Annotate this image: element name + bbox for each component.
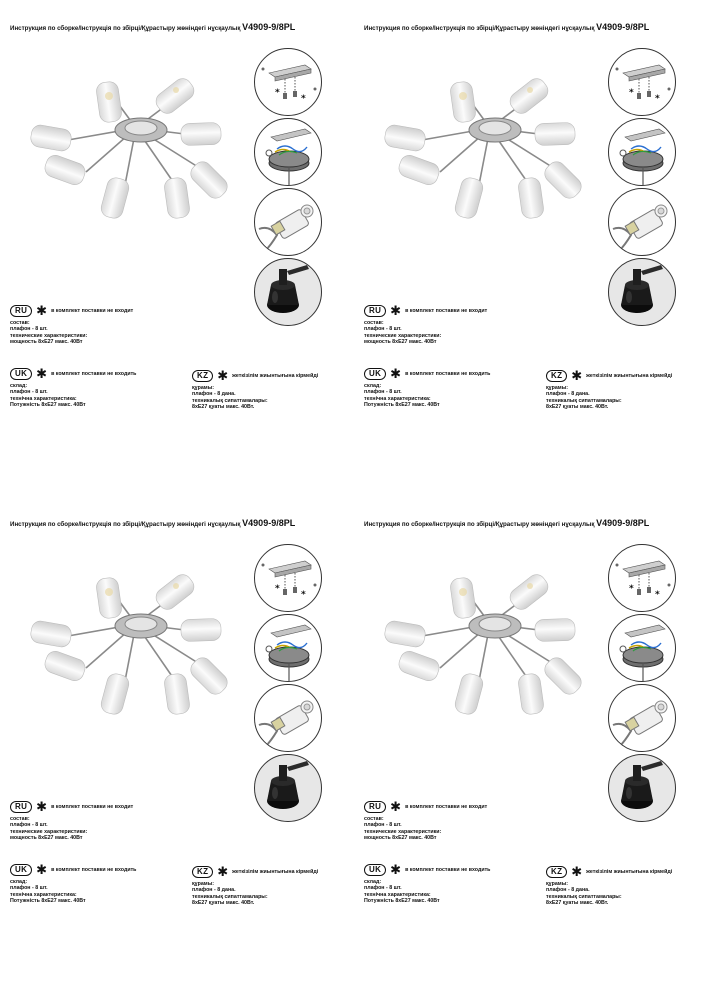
- uk-section: [364, 864, 490, 905]
- uk-line: плафон - 8 шт.: [10, 389, 48, 396]
- ru-section: [10, 801, 133, 842]
- canopy-wiring-illustration: [608, 118, 676, 186]
- panel-title: [10, 22, 295, 32]
- kz-line: техникалық сипаттамалары:: [192, 893, 268, 900]
- kz-line: 8хЕ27 қуаты макс. 40Вт.: [192, 900, 255, 907]
- svg-text:*: *: [655, 590, 660, 600]
- instruction-panel-3: [4, 496, 344, 986]
- ru-line: технические характеристики:: [364, 332, 442, 339]
- kz-line: құрамы:: [192, 881, 214, 887]
- model-number: V4909-9/8PL: [242, 22, 296, 32]
- ru-line: мощность 8хЕ27 макс. 40Вт: [364, 835, 437, 842]
- kz-line: 8хЕ27 қуаты макс. 40Вт.: [192, 404, 255, 411]
- socket-detail-illustration: [254, 754, 322, 822]
- uk-not-included-note: в комплект поставки не входить: [405, 370, 491, 377]
- kz-section: [546, 370, 672, 411]
- uk-line: Потужність 8хЕ27 макс. 40Вт: [364, 402, 440, 409]
- asterisk-icon: ✱: [571, 864, 583, 879]
- kz-line: техникалық сипаттамалары:: [192, 397, 268, 404]
- uk-line: Потужність 8хЕ27 макс. 40Вт: [364, 898, 440, 905]
- ru-line: плафон - 8 шт.: [10, 326, 48, 333]
- uk-badge: UK: [10, 368, 32, 380]
- kz-not-included-note: жеткізілім жиынтығына кірмейді: [232, 868, 319, 875]
- model-number: V4909-9/8PL: [242, 518, 296, 528]
- bulb-shade-illustration: [608, 188, 676, 256]
- uk-line: технічна характеристика:: [364, 395, 431, 402]
- kz-line: плафон - 8 дана.: [192, 391, 236, 398]
- ru-line: состав:: [364, 816, 384, 822]
- ru-section: [364, 801, 487, 842]
- asterisk-icon: ✱: [390, 862, 402, 877]
- panel-title: [10, 518, 295, 528]
- uk-line: технічна характеристика:: [364, 891, 431, 898]
- ru-not-included-note: в комплект поставки не входит: [405, 307, 488, 314]
- asterisk-icon: ✱: [36, 862, 48, 877]
- kz-section: [192, 370, 318, 411]
- kz-not-included-note: жеткізілім жиынтығына кірмейді: [232, 372, 319, 379]
- bulb-shade-illustration: [608, 684, 676, 752]
- ru-line: плафон - 8 шт.: [364, 822, 402, 829]
- ru-line: технические характеристики:: [364, 828, 442, 835]
- uk-not-included-note: в комплект поставки не входить: [51, 866, 137, 873]
- uk-line: Потужність 8хЕ27 макс. 40Вт: [10, 898, 86, 905]
- asterisk-icon: ✱: [571, 368, 583, 383]
- uk-badge: UK: [364, 368, 386, 380]
- kz-line: құрамы:: [192, 385, 214, 391]
- ru-section: [10, 305, 133, 346]
- uk-line: плафон - 8 шт.: [364, 389, 402, 396]
- ru-line: мощность 8хЕ27 макс. 40Вт: [364, 339, 437, 346]
- asterisk-icon: ✱: [390, 303, 402, 318]
- asterisk-icon: ✱: [36, 366, 48, 381]
- ru-line: мощность 8хЕ27 макс. 40Вт: [10, 835, 83, 842]
- asterisk-icon: ✱: [36, 799, 48, 814]
- kz-line: құрамы:: [546, 385, 568, 391]
- ru-line: мощность 8хЕ27 макс. 40Вт: [10, 339, 83, 346]
- kz-line: құрамы:: [546, 881, 568, 887]
- model-number: V4909-9/8PL: [596, 518, 650, 528]
- uk-line: Потужність 8хЕ27 макс. 40Вт: [10, 402, 86, 409]
- ru-not-included-note: в комплект поставки не входит: [405, 803, 488, 810]
- ru-not-included-note: в комплект поставки не входит: [51, 307, 134, 314]
- kz-line: плафон - 8 дана.: [546, 391, 590, 398]
- kz-section: [546, 866, 672, 907]
- kz-line: плафон - 8 дана.: [546, 887, 590, 894]
- svg-text:*: *: [275, 584, 280, 594]
- svg-text:*: *: [301, 94, 306, 104]
- model-number: V4909-9/8PL: [596, 22, 650, 32]
- ru-line: плафон - 8 шт.: [364, 326, 402, 333]
- svg-text:*: *: [629, 584, 634, 594]
- uk-line: плафон - 8 шт.: [364, 885, 402, 892]
- kz-line: плафон - 8 дана.: [192, 887, 236, 894]
- chandelier-image: [380, 564, 602, 724]
- uk-section: [364, 368, 490, 409]
- kz-line: 8хЕ27 қуаты макс. 40Вт.: [546, 900, 609, 907]
- uk-line: склад:: [364, 879, 382, 885]
- asterisk-icon: ✱: [217, 864, 229, 879]
- uk-line: склад:: [10, 879, 28, 885]
- ru-not-included-note: в комплект поставки не входит: [51, 803, 134, 810]
- mounting-bracket-illustration: [254, 48, 322, 116]
- title-prefix: Инструкция по сборке/Інструкція по збірці/Құрастыру жөніндегі нұсқаулық: [364, 521, 595, 528]
- kz-line: техникалық сипаттамалары:: [546, 893, 622, 900]
- uk-badge: UK: [364, 864, 386, 876]
- title-prefix: Инструкция по сборке/Інструкція по збірці/Құрастыру жөніндегі нұсқаулық: [10, 25, 241, 32]
- ru-badge: RU: [10, 305, 32, 317]
- instruction-panel-4: [358, 496, 698, 986]
- ru-line: состав:: [364, 320, 384, 326]
- panel-title: [364, 22, 649, 32]
- bulb-shade-illustration: [254, 188, 322, 256]
- svg-text:*: *: [275, 88, 280, 98]
- title-prefix: Инструкция по сборке/Інструкція по збірці/Құрастыру жөніндегі нұсқаулық: [364, 25, 595, 32]
- chandelier-image: [26, 564, 248, 724]
- chandelier-image: [26, 68, 248, 228]
- asterisk-icon: ✱: [390, 799, 402, 814]
- mounting-bracket-illustration: [254, 544, 322, 612]
- ru-badge: RU: [364, 305, 386, 317]
- uk-section: [10, 368, 136, 409]
- canopy-wiring-illustration: [254, 614, 322, 682]
- chandelier-image: [380, 68, 602, 228]
- svg-text:*: *: [655, 94, 660, 104]
- kz-badge: KZ: [192, 866, 213, 878]
- bulb-shade-illustration: [254, 684, 322, 752]
- kz-section: [192, 866, 318, 907]
- uk-not-included-note: в комплект поставки не входить: [405, 866, 491, 873]
- kz-badge: KZ: [546, 866, 567, 878]
- mounting-bracket-illustration: [608, 48, 676, 116]
- mounting-bracket-illustration: [608, 544, 676, 612]
- ru-badge: RU: [364, 801, 386, 813]
- socket-detail-illustration: [608, 258, 676, 326]
- ru-line: технические характеристики:: [10, 828, 88, 835]
- ru-line: состав:: [10, 816, 30, 822]
- uk-section: [10, 864, 136, 905]
- kz-not-included-note: жеткізілім жиынтығына кірмейді: [586, 372, 673, 379]
- uk-badge: UK: [10, 864, 32, 876]
- svg-text:*: *: [629, 88, 634, 98]
- uk-line: плафон - 8 шт.: [10, 885, 48, 892]
- canopy-wiring-illustration: [608, 614, 676, 682]
- title-prefix: Инструкция по сборке/Інструкція по збірці/Құрастыру жөніндегі нұсқаулық: [10, 521, 241, 528]
- ru-badge: RU: [10, 801, 32, 813]
- asterisk-icon: ✱: [217, 368, 229, 383]
- svg-text:*: *: [301, 590, 306, 600]
- uk-line: склад:: [10, 383, 28, 389]
- panel-title: [364, 518, 649, 528]
- ru-line: плафон - 8 шт.: [10, 822, 48, 829]
- socket-detail-illustration: [608, 754, 676, 822]
- kz-not-included-note: жеткізілім жиынтығына кірмейді: [586, 868, 673, 875]
- instruction-panel-2: [358, 0, 698, 490]
- uk-line: технічна характеристика:: [10, 395, 77, 402]
- uk-not-included-note: в комплект поставки не входить: [51, 370, 137, 377]
- kz-badge: KZ: [546, 370, 567, 382]
- ru-line: состав:: [10, 320, 30, 326]
- ru-section: [364, 305, 487, 346]
- uk-line: склад:: [364, 383, 382, 389]
- ru-line: технические характеристики:: [10, 332, 88, 339]
- kz-line: 8хЕ27 қуаты макс. 40Вт.: [546, 404, 609, 411]
- asterisk-icon: ✱: [36, 303, 48, 318]
- asterisk-icon: ✱: [390, 366, 402, 381]
- instruction-panel-1: [4, 0, 344, 490]
- canopy-wiring-illustration: [254, 118, 322, 186]
- uk-line: технічна характеристика:: [10, 891, 77, 898]
- kz-line: техникалық сипаттамалары:: [546, 397, 622, 404]
- kz-badge: KZ: [192, 370, 213, 382]
- socket-detail-illustration: [254, 258, 322, 326]
